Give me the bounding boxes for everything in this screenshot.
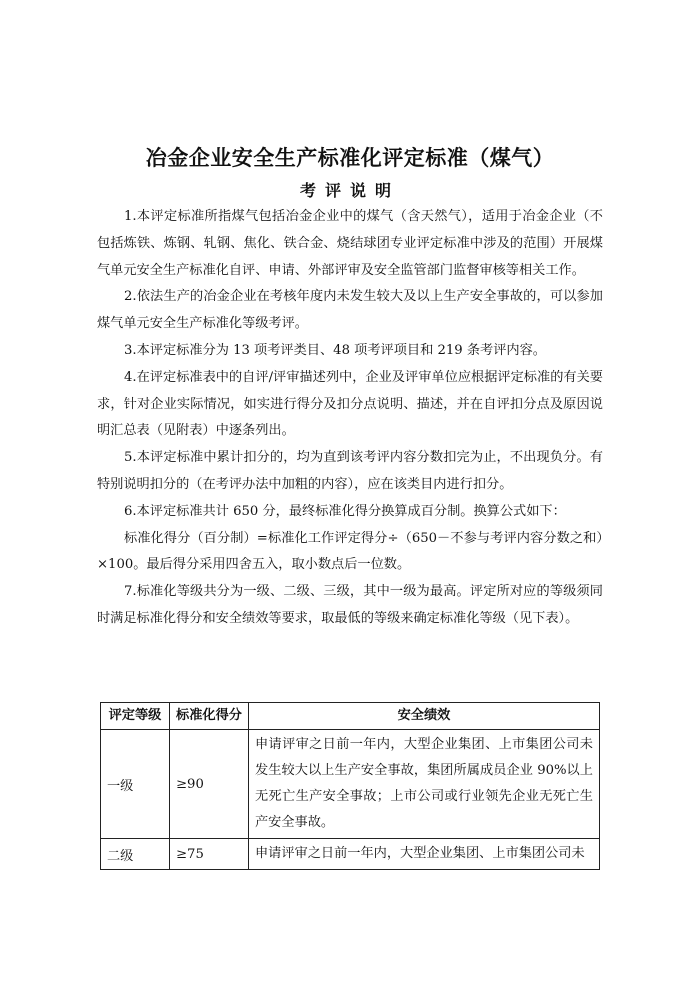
paragraph-5: 5.本评定标准中累计扣分的，均为直到该考评内容分数扣完为止，不出现负分。有特别说明扣分的（在考评办法中加粗的内容），应在该类目内进行扣分。 [97,450,603,492]
cell-score: ≥90 [170,730,249,839]
cell-performance: 申请评审之日前一年内，大型企业集团、上市集团公司未 [249,839,600,870]
paragraph-7: 7.标准化等级共分为一级、二级、三级，其中一级为最高。评定所对应的等级须同时满足标准化得分和安全绩效等要求，取最低的等级来确定标准化等级（见下表）。 [97,584,603,626]
header-score: 标准化得分 [170,703,249,730]
cell-level: 一级 [101,730,170,839]
paragraph-1: 1.本评定标准所指煤气包括冶金企业中的煤气（含天然气），适用于冶金企业（不包括炼铁、炼钢、轧钢、焦化、铁合金、烧结球团专业评定标准中涉及的范围）开展煤气单元安全生产标准化自评、申请、外部评审及安全监管部门监督审核等相关工作。 [97,209,603,278]
paragraph-3: 3.本评定标准分为 13 项考评类目、48 项考评项目和 219 条考评内容。 [124,342,546,358]
document-title: 冶金企业安全生产标准化评定标准（煤气） [145,146,555,170]
paragraph-2: 2.依法生产的冶金企业在考核年度内未发生较大及以上生产安全事故的，可以参加煤气单元安全生产标准化等级考评。 [97,289,603,332]
header-level: 评定等级 [101,703,170,730]
paragraph-6: 6.本评定标准共计 650 分，最终标准化得分换算成百分制。换算公式如下： [124,503,566,519]
table-row [101,730,600,839]
header-performance: 安全绩效 [249,703,600,730]
cell-performance: 申请评审之日前一年内，大型企业集团、上市集团公司未发生较大以上生产安全事故，集团所属成员企业 90%以上无死亡生产安全事故；上市公司或行业领先企业无死亡生产安全事故。 [249,730,600,839]
body-paragraphs [97,204,603,633]
table-header-row [101,703,600,730]
document-subtitle: 考评说明 [299,181,400,200]
grade-table [100,702,600,870]
paragraph-formula: 标准化得分（百分制）=标准化工作评定得分÷（650－不参与考评内容分数之和）×100。最后得分采用四舍五入，取小数点后一位数。 [97,530,603,573]
table-row [101,839,600,870]
cell-level: 二级 [101,839,170,870]
paragraph-4: 4.在评定标准表中的自评/评审描述列中，企业及评审单位应根据评定标准的有关要求，针对企业实际情况，如实进行得分及扣分点说明、描述，并在自评扣分点及原因说明汇总表（见附表）中逐条列出。 [97,369,603,439]
cell-score: ≥75 [170,839,249,870]
